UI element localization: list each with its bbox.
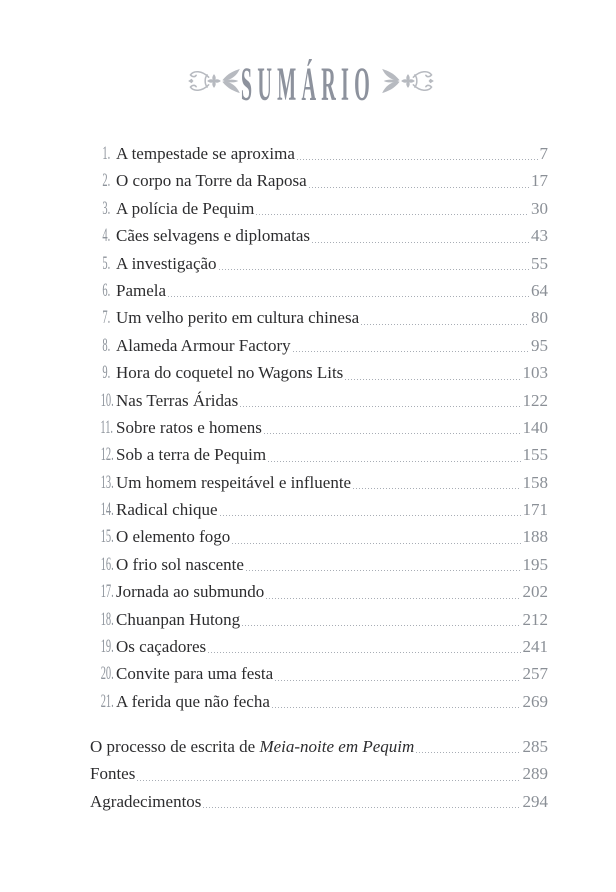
chapter-number: 6. [102,279,110,301]
chapter-title: Cães selvagens e diplomatas [116,226,311,246]
dot-leader [268,461,520,462]
toc-entry [90,167,548,194]
chapter-number: 15. [100,526,114,548]
toc-entry [90,332,548,359]
chapter-number: 16. [100,553,114,575]
dot-leader [293,351,529,352]
toc-entry [90,387,548,414]
dot-leader [297,159,538,160]
chapter-title: Chuanpan Hutong [116,609,241,629]
toc-entry [90,140,548,167]
back-matter-title: O processo de escrita de Meia-noite em Pequim [90,737,415,756]
chapter-number: 5. [102,252,110,274]
chapter-title: O corpo na Torre da Raposa [116,171,307,191]
dot-leader [208,652,520,653]
page-number: 269 [522,691,548,711]
page-number: 30 [531,198,548,218]
page-number: 212 [522,609,548,629]
back-matter-entry [90,733,548,760]
page-number: 17 [531,171,548,191]
toc-entry [90,222,548,249]
page-number: 140 [522,417,548,437]
dot-leader [416,752,520,753]
page-number: 195 [522,554,548,574]
toc-entry [90,606,548,633]
chapter-number: 18. [100,608,114,630]
dot-leader [246,570,521,571]
chapter-number: 12. [100,444,114,466]
chapter-number: 3. [102,197,110,219]
toc-entry [90,195,548,222]
chapter-number: 9. [102,362,110,384]
page-number: 257 [522,664,548,684]
dot-leader [220,515,521,516]
page-number: 103 [522,363,548,383]
toc-entry [90,551,548,578]
toc-entry [90,359,548,386]
page-number: 155 [522,445,548,465]
toc-entry [90,523,548,550]
toc-header [0,0,616,130]
chapter-title: Um homem respeitável e influente [116,472,352,492]
page-number: 43 [531,226,548,246]
page-number: 95 [531,335,548,355]
chapter-number: 10. [100,389,114,411]
toc-entry [90,304,548,331]
chapter-number: 8. [102,334,110,356]
page-number: 55 [531,253,548,273]
chapter-number: 19. [100,636,114,658]
dot-leader [137,780,520,781]
page-number: 202 [522,582,548,602]
chapter-title: Alameda Armour Factory [116,335,291,355]
floral-ornament-right-icon [381,62,435,100]
dot-leader [266,598,520,599]
back-matter-entry [90,788,548,815]
dot-leader [361,324,529,325]
chapter-title: Um velho perito em cultura chinesa [116,308,360,328]
toc-entry [90,660,548,687]
page-number: 294 [522,791,548,811]
chapter-title: Os caçadores [116,637,207,657]
chapter-number: 1. [102,143,110,164]
dot-leader [264,433,521,434]
toc-entry [90,578,548,605]
dot-leader [309,187,529,188]
chapter-number: 4. [102,225,110,247]
chapter-number: 17. [100,581,114,603]
page-number: 122 [522,390,548,410]
chapter-title: A investigação [116,253,217,273]
toc-entry [90,250,548,277]
chapter-title: Nas Terras Áridas [116,390,239,410]
back-matter-title: Fontes [90,764,136,784]
dot-leader [240,406,520,407]
floral-ornament-left-icon [187,62,241,100]
chapter-number: 7. [102,307,110,329]
page-number: 171 [522,500,548,520]
dot-leader [168,296,529,297]
chapter-title: A ferida que não fecha [116,691,270,711]
chapter-number: 20. [100,663,114,685]
chapter-number: 21. [100,690,114,712]
page-number: 64 [531,280,548,300]
dot-leader [242,625,520,626]
page-number: 289 [522,764,548,784]
dot-leader [312,242,529,243]
toc-entry [90,469,548,496]
toc-entry [90,633,548,660]
dot-leader [256,214,529,215]
toc-entry [90,414,548,441]
page-number: 241 [522,637,548,657]
chapter-list [90,140,548,715]
chapter-title: Sob a terra de Pequim [116,445,267,465]
dot-leader [353,488,520,489]
page-title: SUMÁRIO [240,58,376,111]
page-number: 80 [531,308,548,328]
chapter-title: Jornada ao submundo [116,582,265,602]
back-matter-entry [90,760,548,787]
chapter-title: Radical chique [116,500,218,520]
page-number: 285 [522,737,548,756]
chapter-title: Convite para uma festa [116,664,274,684]
chapter-number: 11. [100,416,114,438]
toc-entry [90,496,548,523]
chapter-number: 14. [100,499,114,521]
chapter-title: Pamela [116,280,167,300]
chapter-number: 2. [102,170,110,192]
chapter-number: 13. [100,471,114,493]
toc-entry [90,277,548,304]
dot-leader [272,707,521,708]
dot-leader [203,807,520,808]
dot-leader [275,680,520,681]
chapter-title: A polícia de Pequim [116,198,255,218]
dot-leader [232,543,520,544]
back-matter-list [90,733,548,815]
toc-entry [90,441,548,468]
toc-entry [90,688,548,715]
chapter-title: O frio sol nascente [116,554,244,574]
chapter-title: A tempestade se aproxima [116,144,295,163]
page-number: 7 [539,144,548,163]
dot-leader [345,379,520,380]
chapter-title: Sobre ratos e homens [116,417,262,437]
chapter-title: O elemento fogo [116,527,231,547]
chapter-title: Hora do coquetel no Wagons Lits [116,363,344,383]
back-matter-title: Agradecimentos [90,791,202,811]
page-number: 188 [522,527,548,547]
dot-leader [219,269,529,270]
page-number: 158 [522,472,548,492]
